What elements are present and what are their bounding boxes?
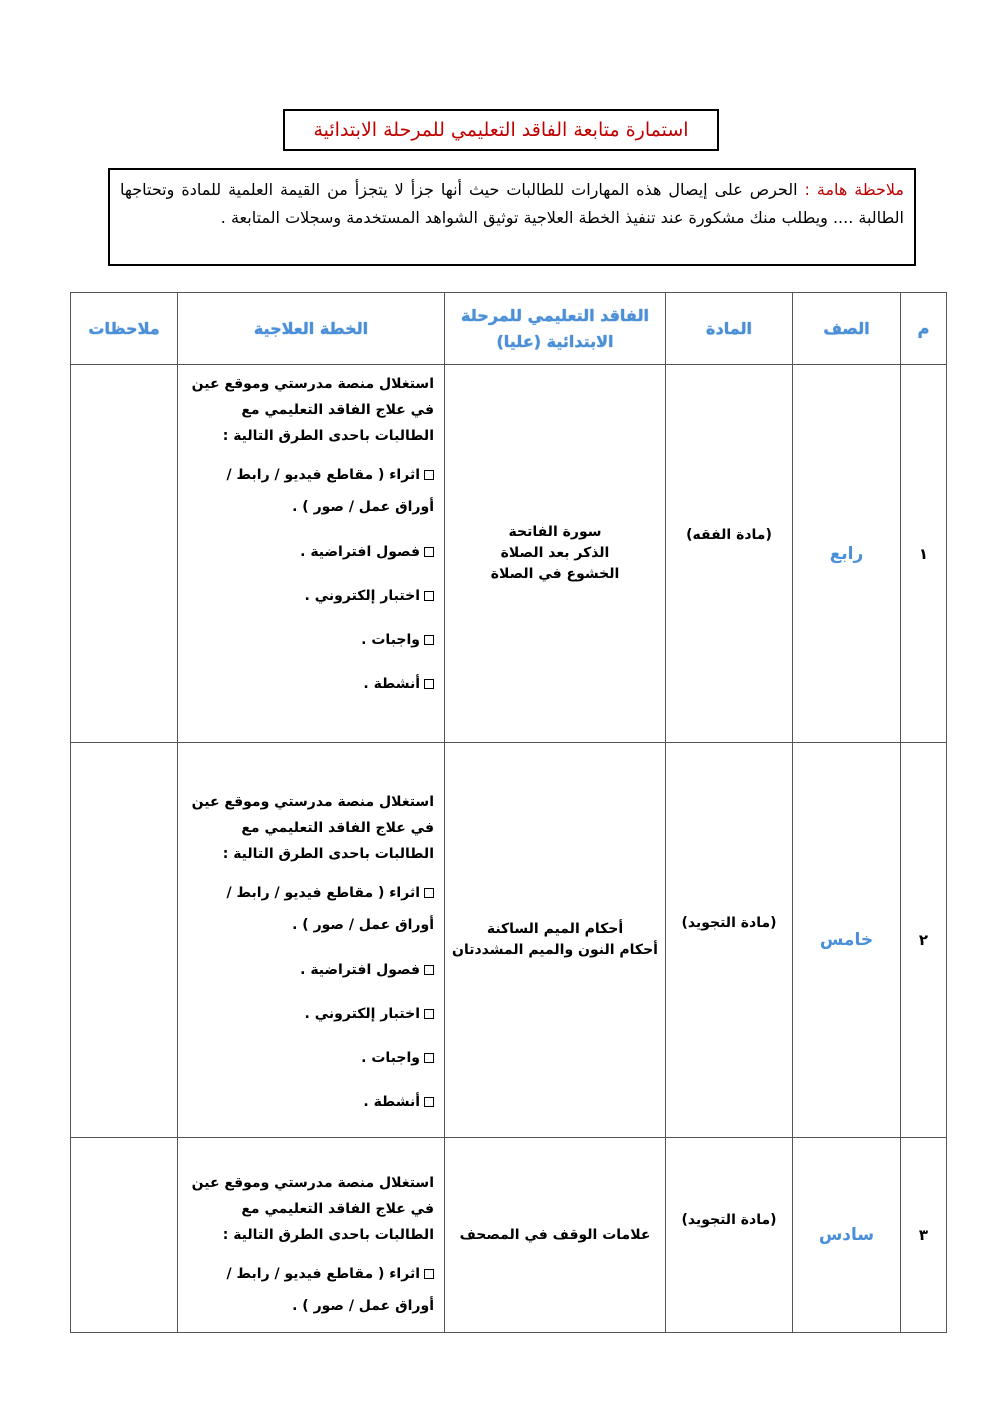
row-subject-text: (مادة التجويد)	[681, 1212, 777, 1228]
row-subject	[666, 1138, 793, 1333]
row-class: سادس	[793, 1138, 901, 1333]
header-num: م	[901, 293, 947, 365]
header-notes: ملاحظات	[71, 293, 178, 365]
checkbox-icon	[424, 635, 434, 645]
plan-option: أنشطة .	[184, 669, 434, 699]
row-skills	[445, 1138, 666, 1333]
header-remedial-plan: الخطة العلاجية	[178, 293, 445, 365]
header-learning-loss	[445, 293, 666, 365]
row-notes	[71, 743, 178, 1138]
plan-option: اثراء ( مقاطع فيديو / رابط / أوراق عمل / صور ) .	[226, 885, 434, 933]
form-title: استمارة متابعة الفاقد التعليمي للمرحلة الابتدائية	[313, 119, 689, 141]
plan-option: اختبار إلكتروني .	[184, 999, 434, 1029]
plan-intro: استغلال منصة مدرستي وموقع عين في علاج الفاقد التعليمي مع الطالبات باحدى الطرق التالية :	[191, 376, 434, 444]
plan-option: اثراء ( مقاطع فيديو / رابط / أوراق عمل / صور ) .	[226, 467, 434, 515]
row-num: ٢	[901, 743, 947, 1138]
row-subject-text: (مادة الفقه)	[686, 527, 772, 543]
skill-item: الخشوع في الصلاة	[490, 566, 620, 582]
row-plan	[178, 1138, 445, 1333]
important-note	[108, 168, 916, 266]
header-subject: المادة	[666, 293, 793, 365]
checkbox-icon	[424, 1009, 434, 1019]
skill-item: سورة الفاتحة	[508, 524, 602, 540]
table-row	[71, 365, 947, 743]
checkbox-icon	[424, 888, 434, 898]
row-num: ١	[901, 365, 947, 743]
skill-item: أحكام النون والميم المشددتان	[452, 942, 658, 958]
row-class: رابع	[793, 365, 901, 743]
checkbox-icon	[424, 679, 434, 689]
skill-item: أحكام الميم الساكنة	[486, 921, 624, 937]
checkbox-icon	[424, 1053, 434, 1063]
plan-option: أنشطة .	[184, 1087, 434, 1117]
row-skills	[445, 743, 666, 1138]
plan-intro: استغلال منصة مدرستي وموقع عين في علاج الفاقد التعليمي مع الطالبات باحدى الطرق التالية :	[191, 794, 434, 862]
header-learning-loss-line2: الابتدائية (عليا)	[496, 331, 614, 351]
note-label: ملاحظة هامة :	[804, 180, 905, 199]
checkbox-icon	[424, 1097, 434, 1107]
plan-option: اثراء ( مقاطع فيديو / رابط / أوراق عمل / صور ) .	[226, 1266, 434, 1314]
plan-option: واجبات .	[184, 625, 434, 655]
row-subject-text: (مادة التجويد)	[681, 915, 777, 931]
form-title-box	[283, 109, 719, 151]
plan-option: فصول افتراضية .	[184, 537, 434, 567]
row-class: خامس	[793, 743, 901, 1138]
row-skills	[445, 365, 666, 743]
row-subject	[666, 365, 793, 743]
checkbox-icon	[424, 965, 434, 975]
header-class: الصف	[793, 293, 901, 365]
plan-option: فصول افتراضية .	[184, 955, 434, 985]
note-text: الحرص على إيصال هذه المهارات للطالبات حيث أنها جزأ لا يتجزأ من القيمة العلمية للمادة وتحتاجها الطالبة .... ويطلب منك مشكورة عند تنفيذ الخطة العلاجية توثيق الشواهد المستخدمة وسجلات المتابعة .	[120, 180, 904, 227]
follow-up-table	[70, 292, 947, 1333]
checkbox-icon	[424, 1269, 434, 1279]
row-plan	[178, 743, 445, 1138]
header-row	[71, 293, 947, 365]
row-notes	[71, 1138, 178, 1333]
table-row	[71, 743, 947, 1138]
plan-option: واجبات .	[184, 1043, 434, 1073]
plan-intro: استغلال منصة مدرستي وموقع عين في علاج الفاقد التعليمي مع الطالبات باحدى الطرق التالية :	[191, 1175, 434, 1243]
skill-item: علامات الوقف في المصحف	[459, 1226, 651, 1243]
row-notes	[71, 365, 178, 743]
row-plan	[178, 365, 445, 743]
header-learning-loss-line1: الفاقد التعليمي للمرحلة	[461, 305, 649, 325]
skill-item: الذكر بعد الصلاة	[500, 545, 610, 561]
row-subject	[666, 743, 793, 1138]
checkbox-icon	[424, 591, 434, 601]
checkbox-icon	[424, 470, 434, 480]
table-row	[71, 1138, 947, 1333]
row-num: ٣	[901, 1138, 947, 1333]
checkbox-icon	[424, 547, 434, 557]
plan-option: اختبار إلكتروني .	[184, 581, 434, 611]
